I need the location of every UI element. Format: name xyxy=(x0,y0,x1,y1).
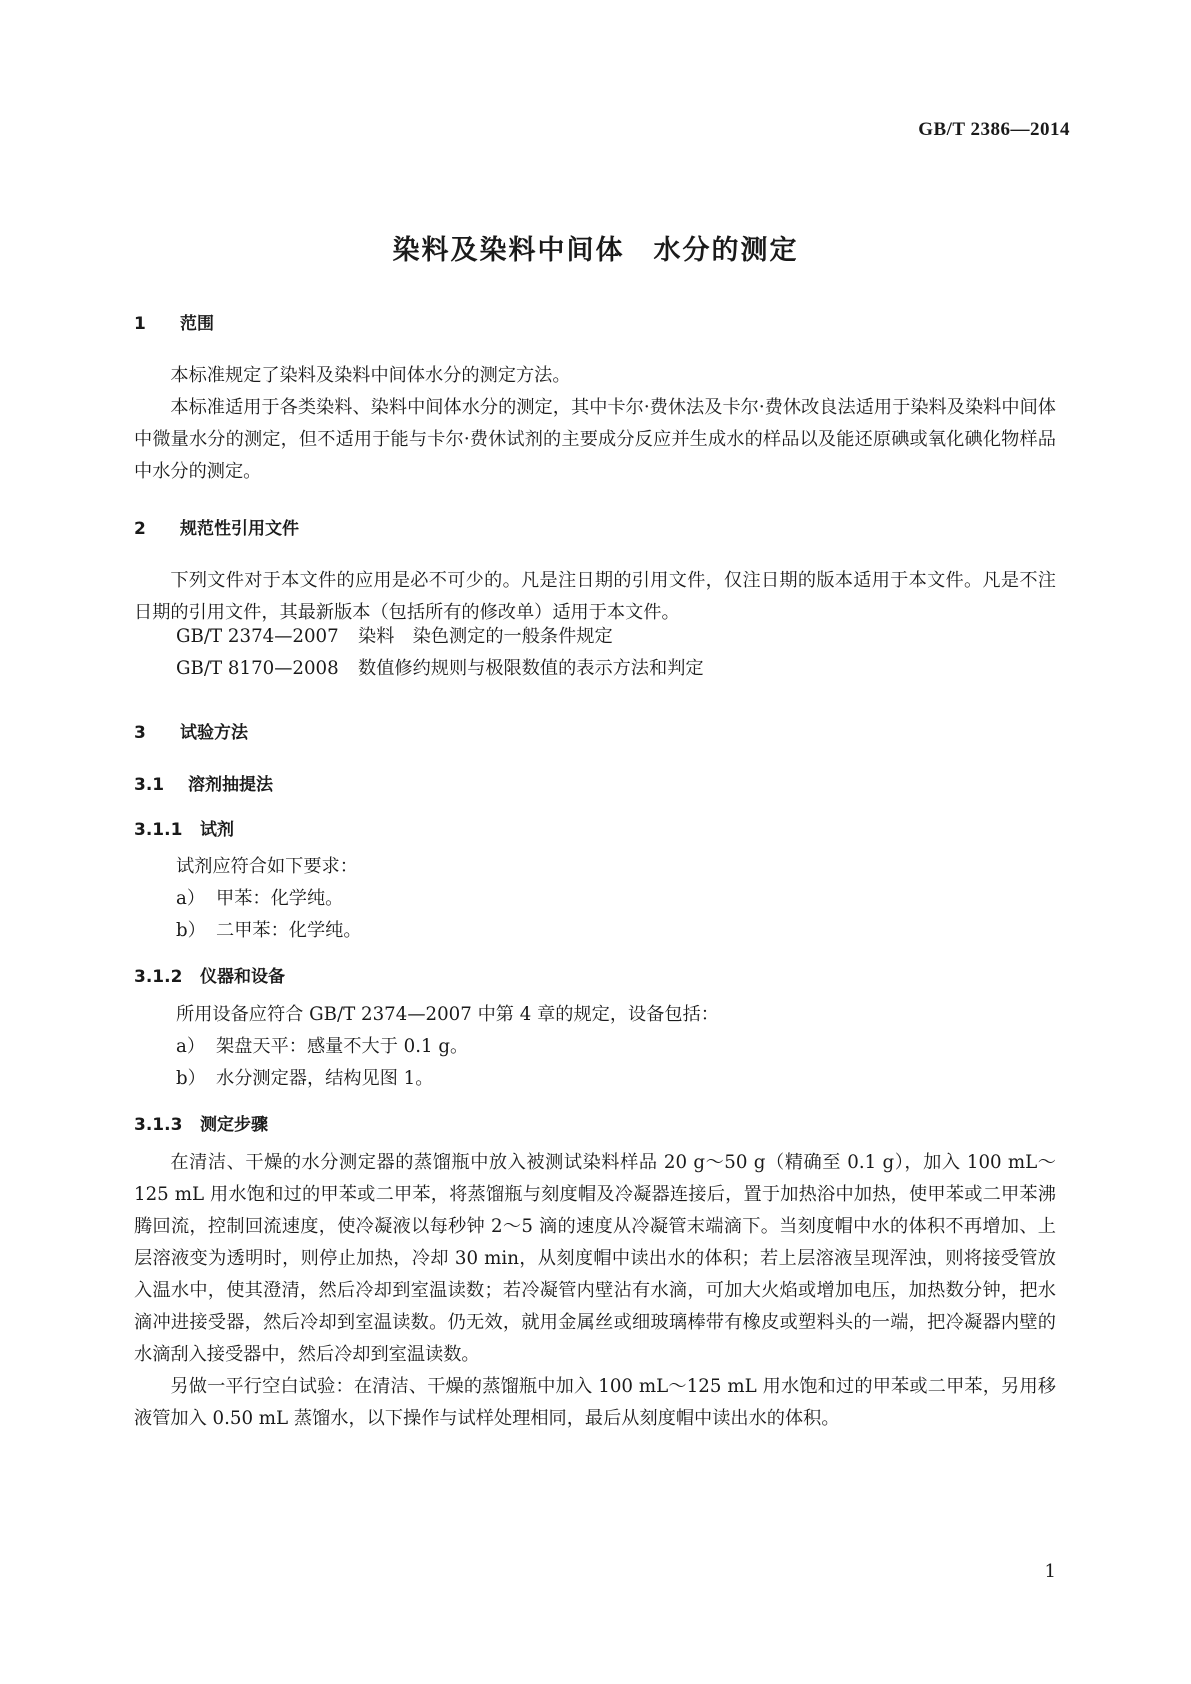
list-intro: 所用设备应符合 GB/T 2374—2007 中第 4 章的规定，设备包括： xyxy=(176,1004,719,1025)
list-item xyxy=(176,1031,468,1063)
section-number: 3.1 xyxy=(134,775,165,795)
list-marker: a） xyxy=(176,1036,206,1057)
section-title: 规范性引用文件 xyxy=(180,519,299,539)
section-title: 范围 xyxy=(180,314,214,334)
paragraph: 本标准规定了染料及染料中间体水分的测定方法。 xyxy=(170,365,571,386)
list-item-text: 水分测定器，结构见图 1。 xyxy=(216,1068,434,1089)
standard-code: GB/T 2386—2014 xyxy=(918,119,1070,140)
section-3-1-3-heading xyxy=(134,1110,268,1135)
reference-name: 数值修约规则与极限数值的表示方法和判定 xyxy=(358,658,704,679)
list-intro: 试剂应符合如下要求： xyxy=(176,856,358,877)
section-number: 3.1.2 xyxy=(134,967,183,987)
reference-code: GB/T 8170—2008 xyxy=(176,658,339,679)
section-title: 溶剂抽提法 xyxy=(188,775,273,795)
normative-reference xyxy=(176,621,613,653)
section-1-heading xyxy=(134,309,214,334)
section-number: 3 xyxy=(134,723,146,743)
section-2-heading xyxy=(134,514,299,539)
list-item xyxy=(176,883,343,915)
section-title: 测定步骤 xyxy=(200,1115,268,1135)
section-3-1-2-heading xyxy=(134,962,285,987)
section-number: 3.1.3 xyxy=(134,1115,183,1135)
section-number: 2 xyxy=(134,519,146,539)
normative-reference xyxy=(176,653,704,685)
section-number: 1 xyxy=(134,314,146,334)
section-2-body xyxy=(134,565,1056,629)
section-3-heading xyxy=(134,718,248,743)
section-title: 仪器和设备 xyxy=(200,967,285,987)
paragraph: 本标准适用于各类染料、染料中间体水分的测定，其中卡尔·费休法及卡尔·费休改良法适用于染料及染料中间体中微量水分的测定，但不适用于能与卡尔·费休试剂的主要成分反应并生成水的样品以及能还原碘或氧化碘化物样品中水分的测定。 xyxy=(134,397,1056,482)
section-number: 3.1.1 xyxy=(134,820,183,840)
section-3-1-1-heading xyxy=(134,815,234,840)
list-item-text: 二甲苯：化学纯。 xyxy=(216,920,362,941)
section-1-body xyxy=(134,360,1056,488)
list-item xyxy=(176,1063,433,1095)
list-item-text: 甲苯：化学纯。 xyxy=(216,888,344,909)
page-title: 染料及染料中间体 水分的测定 xyxy=(392,235,799,266)
paragraph: 另做一平行空白试验：在清洁、干燥的蒸馏瓶中加入 100 mL～125 mL 用水饱和过的甲苯或二甲苯，另用移液管加入 0.50 mL 蒸馏水，以下操作与试样处理相同，最后从刻度帽中读出水的体积。 xyxy=(134,1376,1056,1429)
list-marker: a） xyxy=(176,888,206,909)
section-title: 试剂 xyxy=(200,820,234,840)
list-item-text: 架盘天平：感量不大于 0.1 g。 xyxy=(216,1036,469,1057)
section-3-1-heading xyxy=(134,770,273,795)
section-3-1-3-body xyxy=(134,1147,1056,1435)
page-number: 1 xyxy=(1044,1561,1056,1582)
section-title: 试验方法 xyxy=(180,723,248,743)
list-item xyxy=(176,915,362,947)
reference-code: GB/T 2374—2007 xyxy=(176,626,339,647)
reference-name: 染料 染色测定的一般条件规定 xyxy=(358,626,613,647)
paragraph: 在清洁、干燥的水分测定器的蒸馏瓶中放入被测试染料样品 20 g～50 g（精确至 0.1 g），加入 100 mL～125 mL 用水饱和过的甲苯或二甲苯，将蒸馏瓶与刻度帽及冷凝器连接后，置于加热浴中加热，使甲苯或二甲苯沸腾回流，控制回流速度，使冷凝液以每秒钟 2～5 滴的速度从冷凝管末端滴下。当刻度帽中水的体积不再增加、上层溶液变为透明时，则停止加热，冷却 30 min，从刻度帽中读出水的体积；若上层溶液呈现浑浊，则将接受管放入温水中，使其澄清，然后冷却到室温读数；若冷凝管内壁沾有水滴，可加大火焰或增加电压，加热数分钟，把水滴冲进接受器，然后冷却到室温读数。仍无效，就用金属丝或细玻璃棒带有橡皮或塑料头的一端，把冷凝器内壁的水滴刮入接受器中，然后冷却到室温读数。 xyxy=(134,1152,1056,1365)
list-marker: b） xyxy=(176,1068,206,1089)
list-marker: b） xyxy=(176,920,206,941)
paragraph: 下列文件对于本文件的应用是必不可少的。凡是注日期的引用文件，仅注日期的版本适用于本文件。凡是不注日期的引用文件，其最新版本（包括所有的修改单）适用于本文件。 xyxy=(134,570,1056,623)
